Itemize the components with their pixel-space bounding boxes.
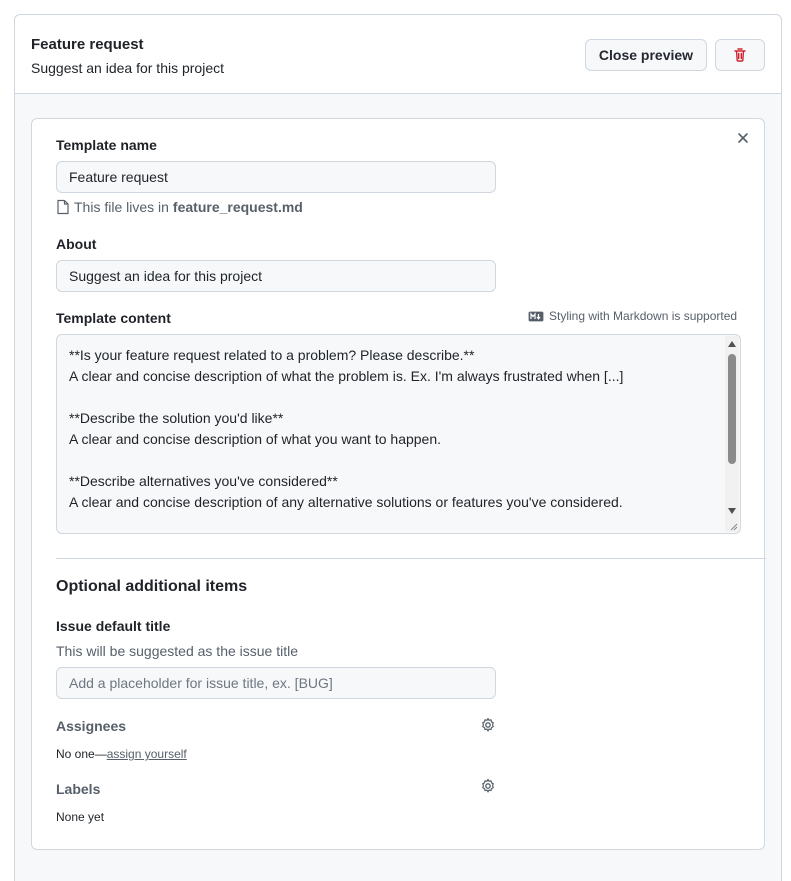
assign-yourself-link[interactable]: assign yourself (106, 747, 187, 761)
markdown-icon (528, 311, 544, 322)
template-description: Suggest an idea for this project (31, 60, 225, 76)
template-name-label: Template name (56, 137, 157, 153)
textarea-scrollbar[interactable] (725, 336, 739, 532)
template-content-textarea[interactable] (56, 334, 741, 534)
section-divider (56, 558, 766, 559)
default-title-input[interactable]: Add a placeholder for issue title, ex. [BUG] (56, 667, 496, 699)
close-preview-button[interactable]: Close preview (585, 39, 707, 71)
markdown-note[interactable] (528, 309, 737, 323)
assignees-label: Assignees (56, 718, 127, 734)
gear-icon[interactable] (480, 717, 496, 733)
assignees-value (56, 747, 187, 761)
close-form-button[interactable] (734, 129, 752, 147)
delete-template-button[interactable] (715, 39, 765, 71)
assignees-none: No one— (56, 747, 107, 761)
template-name-input[interactable]: Feature request (56, 161, 496, 193)
markdown-note-text: Styling with Markdown is supported (549, 309, 738, 323)
trash-icon (732, 47, 748, 63)
close-icon (737, 132, 749, 144)
template-content-label: Template content (56, 310, 171, 326)
template-title: Feature request (31, 36, 144, 53)
about-input[interactable]: Suggest an idea for this project (56, 260, 496, 292)
labels-label: Labels (56, 781, 101, 797)
about-label: About (56, 236, 97, 252)
file-name: feature_request.md (172, 199, 303, 215)
file-prefix: This file lives in (74, 199, 169, 215)
template-content-text: **Is your feature request related to a problem? Please describe.** A clear and concise description of what the problem is. Ex. I'm always frustrated when [...] **Describe the solution you'd like** A clear and concise description of what you want to happen. **Describe alternatives you've considered** A clear and concise description of any alternative solutions or features you've considered. (69, 347, 624, 510)
file-icon (56, 199, 70, 215)
resize-handle-icon[interactable] (728, 521, 738, 531)
scrollbar-thumb[interactable] (728, 354, 736, 464)
default-title-help: This will be suggested as the issue title (56, 643, 299, 659)
template-form (31, 118, 765, 850)
template-header (15, 15, 781, 94)
labels-value: None yet (56, 810, 105, 824)
default-title-label: Issue default title (56, 618, 171, 634)
gear-icon[interactable] (480, 778, 496, 794)
optional-items-heading: Optional additional items (56, 578, 248, 595)
scroll-up-arrow-icon[interactable] (728, 341, 736, 347)
file-location-note (56, 199, 303, 215)
scroll-down-arrow-icon[interactable] (728, 508, 736, 514)
